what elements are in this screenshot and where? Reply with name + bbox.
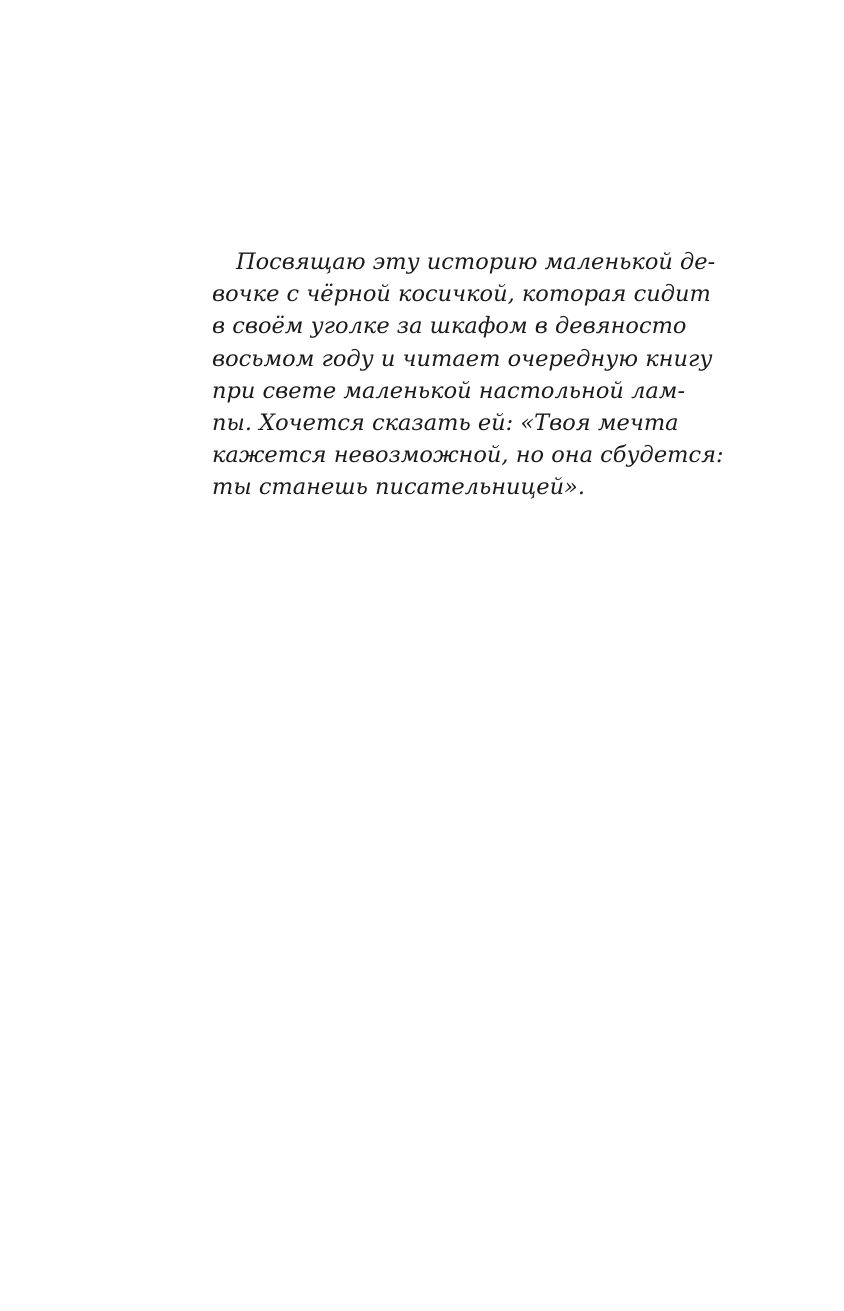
dedication-line-6: пы. Хочется сказать ей: «Твоя мечта (212, 410, 679, 437)
dedication-line-1: Посвящаю эту историю маленькой де- (236, 249, 716, 275)
dedication-line-3: в своём уголке за шкафом в девяносто (212, 313, 687, 340)
dedication-line-4: восьмом году и читает очередную книгу (212, 345, 713, 372)
dedication-line-2: вочке с чёрной косичкой, которая сидит (212, 281, 711, 308)
dedication-line-7: кажется невозможной, но она сбудется: (212, 442, 724, 469)
dedication-line-5: при свете маленькой настольной лам- (212, 377, 686, 404)
dedication-paragraph (212, 246, 724, 504)
dedication-line-8: ты станешь писательницей». (212, 474, 585, 501)
